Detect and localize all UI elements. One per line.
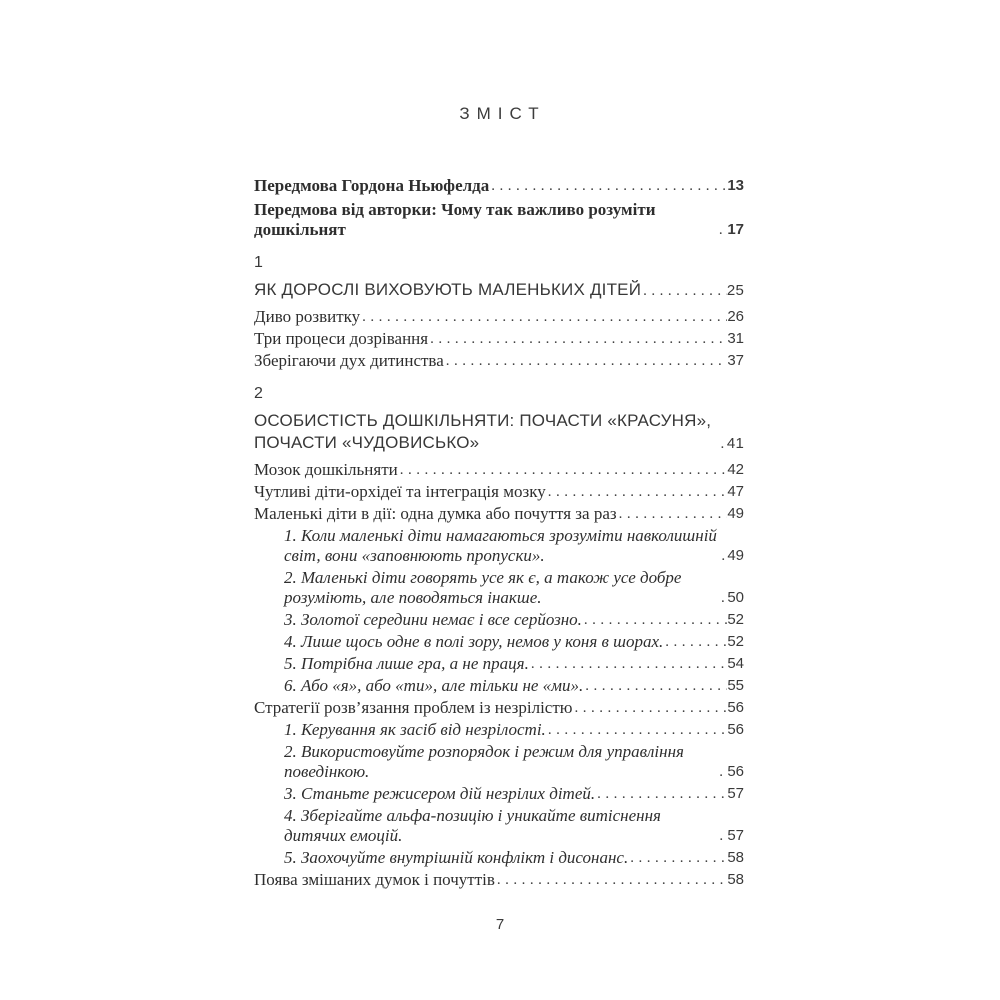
toc-entry-label: Три процеси дозрівання bbox=[254, 329, 429, 348]
toc-subentry-page: 50 bbox=[727, 589, 744, 606]
toc-subentry bbox=[254, 632, 744, 652]
chapter-title: ОСОБИСТІСТЬ ДОШКІЛЬНЯТИ: ПОЧАСТИ «КРАСУНЯ», ПОЧАСТИ «ЧУДОВИСЬКО» bbox=[254, 411, 712, 452]
chapter-page: 41 bbox=[726, 435, 744, 452]
dot-leader bbox=[717, 826, 727, 846]
dot-leader bbox=[595, 784, 727, 804]
page-title: ЗМІСТ bbox=[459, 104, 546, 123]
toc-entry bbox=[254, 307, 744, 327]
chapter-block-1 bbox=[254, 253, 744, 371]
toc-subentry-label: 6. Або «я», або «ти», але тільки не «ми». bbox=[284, 676, 584, 695]
toc-subentry bbox=[254, 568, 744, 608]
toc-entry bbox=[254, 460, 744, 480]
toc-subentry-label: 3. Золотої середини немає і все серйозно. bbox=[284, 610, 582, 629]
toc-subentry-label: 5. Потрібна лише гра, а не праця. bbox=[284, 654, 529, 673]
chapter-title-row bbox=[254, 410, 744, 454]
toc-subentry bbox=[254, 654, 744, 674]
dot-leader bbox=[428, 329, 727, 349]
toc-subentry-page: 56 bbox=[727, 721, 744, 738]
toc-subentry-label: 1. Коли маленькі діти намагаються зрозуміти навколишній світ, вони «заповнюють пропуски». bbox=[284, 526, 717, 565]
chapter-title-row bbox=[254, 279, 744, 301]
toc-entry-label: Мозок дошкільняти bbox=[254, 460, 398, 479]
toc-subentry-label: 5. Заохочуйте внутрішній конфлікт і дисонанс. bbox=[284, 848, 629, 867]
toc-subentry-label: 2. Маленькі діти говорять усе як є, а також усе добре розуміють, але поводяться інакше. bbox=[284, 568, 682, 607]
dot-leader bbox=[719, 588, 727, 608]
toc-entry-page: 26 bbox=[727, 308, 744, 325]
dot-leader bbox=[663, 632, 727, 652]
toc-subentry-label: 4. Лише щось одне в полі зору, немов у коня в шорах. bbox=[284, 632, 664, 651]
toc-entry-page: 17 bbox=[727, 221, 744, 238]
chapter-block-2 bbox=[254, 384, 744, 890]
toc-subentry-page: 57 bbox=[727, 827, 744, 844]
toc-entry-label: Передмова від авторки: Чому так важливо розуміти дошкільнят bbox=[254, 200, 656, 239]
toc-entry-page: 56 bbox=[727, 699, 744, 716]
toc-entry-page: 42 bbox=[727, 461, 744, 478]
toc-subentry bbox=[254, 806, 744, 846]
toc-entry-front bbox=[254, 176, 744, 196]
dot-leader bbox=[617, 504, 728, 524]
toc-entry-page: 49 bbox=[727, 505, 744, 522]
toc-subentry bbox=[254, 676, 744, 696]
chapter-page: 25 bbox=[726, 282, 744, 299]
dot-leader bbox=[628, 848, 727, 868]
toc-entry bbox=[254, 698, 744, 718]
toc-entry-label: Маленькі діти в дії: одна думка або почуття за раз bbox=[254, 504, 617, 523]
dot-leader bbox=[719, 434, 727, 454]
dot-leader bbox=[583, 676, 727, 696]
chapter-title: ЯК ДОРОСЛІ ВИХОВУЮТЬ МАЛЕНЬКИХ ДІТЕЙ bbox=[254, 280, 642, 299]
toc-entry-page: 47 bbox=[727, 483, 744, 500]
folio-page-number: 7 bbox=[495, 916, 505, 933]
toc-entry-label: Передмова Гордона Ньюфелда bbox=[254, 176, 490, 195]
toc-subentry-page: 57 bbox=[727, 785, 744, 802]
dot-leader bbox=[582, 610, 727, 630]
dot-leader bbox=[719, 546, 727, 566]
toc-subentry-page: 52 bbox=[727, 611, 744, 628]
toc-subentry-page: 56 bbox=[727, 763, 744, 780]
toc-subentry-label: 4. Зберігайте альфа-позицію і уникайте витіснення дитячих емоцій. bbox=[284, 806, 661, 845]
dot-leader bbox=[360, 307, 727, 327]
toc-entry-label: Зберігаючи дух дитинства bbox=[254, 351, 444, 370]
toc-subentry-page: 49 bbox=[727, 547, 744, 564]
content-column bbox=[254, 0, 744, 892]
toc-entry-label: Чутливі діти-орхідеї та інтеграція мозку bbox=[254, 482, 546, 501]
dot-leader bbox=[444, 351, 728, 371]
toc-entry-page: 58 bbox=[727, 871, 744, 888]
dot-leader bbox=[546, 482, 728, 502]
toc-entry-page: 13 bbox=[727, 177, 744, 194]
toc-subentry-page: 54 bbox=[727, 655, 744, 672]
toc-subentry-page: 55 bbox=[727, 677, 744, 694]
dot-leader bbox=[546, 720, 728, 740]
toc-subentry-page: 58 bbox=[727, 849, 744, 866]
toc-subentry-page: 52 bbox=[727, 633, 744, 650]
toc-entry bbox=[254, 351, 744, 371]
toc-subentry bbox=[254, 848, 744, 868]
toc-entry bbox=[254, 329, 744, 349]
toc-entry-label: Диво розвитку bbox=[254, 307, 361, 326]
toc-entry bbox=[254, 504, 744, 524]
dot-leader bbox=[529, 654, 727, 674]
dot-leader bbox=[572, 698, 727, 718]
chapter-number: 2 bbox=[254, 385, 263, 402]
toc-subentry-label: 3. Станьте режисером дій незрілих дітей. bbox=[284, 784, 596, 803]
toc-subentry bbox=[254, 742, 744, 782]
dot-leader bbox=[495, 870, 727, 890]
chapter-number: 1 bbox=[254, 254, 263, 271]
toc-entry bbox=[254, 870, 744, 890]
toc-subentry bbox=[254, 610, 744, 630]
dot-leader bbox=[641, 281, 727, 301]
toc-entry bbox=[254, 482, 744, 502]
toc-subentry bbox=[254, 720, 744, 740]
toc-entry-page: 31 bbox=[727, 330, 744, 347]
dot-leader bbox=[717, 762, 727, 782]
toc-subentry-label: 1. Керування як засіб від незрілості. bbox=[284, 720, 546, 739]
toc-entry-page: 37 bbox=[727, 352, 744, 369]
dot-leader bbox=[398, 460, 728, 480]
toc-subentry-label: 2. Використовуйте розпорядок і режим для управління поведінкою. bbox=[284, 742, 684, 781]
toc-entry-front bbox=[254, 200, 744, 240]
toc-subentry bbox=[254, 526, 744, 566]
dot-leader bbox=[489, 176, 727, 196]
toc-entry-label: Поява змішаних думок і почуттів bbox=[254, 870, 495, 889]
dot-leader bbox=[717, 220, 727, 240]
toc-subentry bbox=[254, 784, 744, 804]
toc-entry-label: Стратегії розв’язання проблем із незрілістю bbox=[254, 698, 573, 717]
